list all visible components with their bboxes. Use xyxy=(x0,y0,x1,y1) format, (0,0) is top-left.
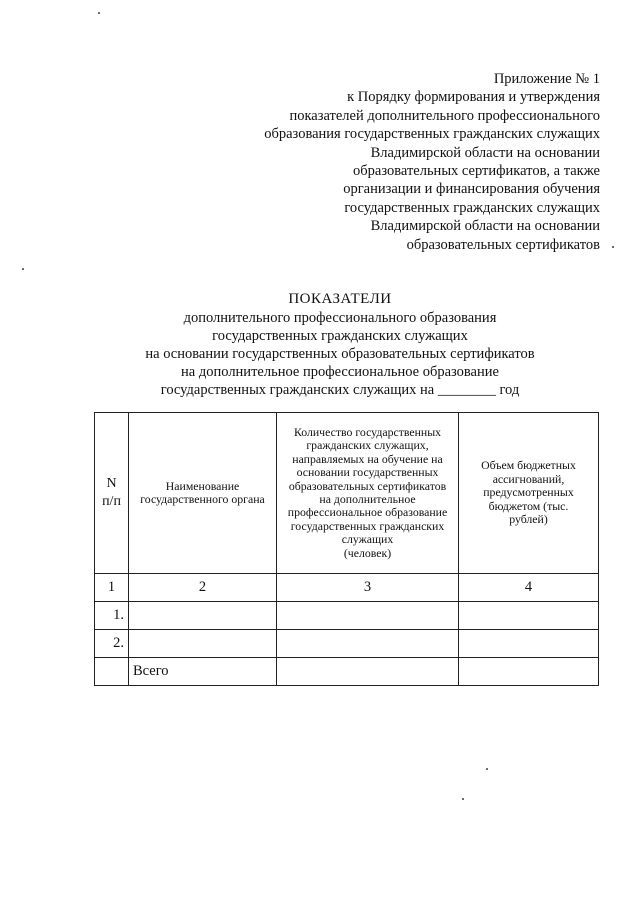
table-row xyxy=(95,630,599,658)
scan-speck xyxy=(98,12,100,14)
annex-line: государственных гражданских служащих xyxy=(344,199,600,216)
annex-line: показателей дополнительного профессионального xyxy=(289,107,600,124)
scan-speck xyxy=(462,798,464,800)
title-line: на основании государственных образовательных сертификатов xyxy=(145,346,535,362)
header-cell-count: Количество государственных гражданских служащих, направляемых на обучение на основании государственных образовательных сертификатов на дополнительное профессиональное образование государственных гражданских служащих (человек) xyxy=(277,413,459,574)
organ-name-cell xyxy=(129,630,277,658)
budget-cell xyxy=(459,602,599,630)
header-cell-budget: Объем бюджетных ассигнований, предусмотренных бюджетом (тыс. рублей) xyxy=(459,413,599,574)
count-cell xyxy=(277,658,459,686)
budget-cell xyxy=(459,630,599,658)
annex-line: Приложение № 1 xyxy=(493,71,600,87)
annex-line: образовательных сертификатов, а также xyxy=(353,163,600,180)
total-label-cell: Всего xyxy=(129,658,277,686)
annex-line: образовательных сертификатов xyxy=(406,236,600,253)
title-line: государственных гражданских служащих xyxy=(212,328,468,344)
row-index xyxy=(95,658,129,686)
count-cell xyxy=(277,630,459,658)
header-number-text: N п/п xyxy=(102,476,121,509)
document-title-block xyxy=(60,290,620,399)
annex-line: Владимирской области на основании xyxy=(370,144,600,161)
annex-block xyxy=(220,70,600,254)
scan-speck xyxy=(486,768,488,770)
annex-line: Владимирской области на основании xyxy=(370,218,600,235)
row-index: 1. xyxy=(95,602,129,630)
organ-name-cell xyxy=(129,602,277,630)
title-line: государственных гражданских служащих на ________ год xyxy=(160,382,520,398)
scan-speck xyxy=(22,268,24,270)
count-cell xyxy=(277,602,459,630)
title-line: дополнительного профессионального образования xyxy=(183,310,497,326)
column-number: 2 xyxy=(129,574,277,602)
budget-cell xyxy=(459,658,599,686)
table-header-row xyxy=(95,413,599,574)
scan-speck xyxy=(612,246,614,248)
column-number-row xyxy=(95,574,599,602)
annex-line: к Порядку формирования и утверждения xyxy=(347,89,600,106)
indicators-table xyxy=(94,412,599,686)
title-line: на дополнительное профессиональное образование xyxy=(181,364,499,380)
row-index: 2. xyxy=(95,630,129,658)
total-row xyxy=(95,658,599,686)
table-row xyxy=(95,602,599,630)
annex-line: образования государственных гражданских служащих xyxy=(264,126,600,143)
document-heading: ПОКАЗАТЕЛИ xyxy=(288,291,392,307)
column-number: 1 xyxy=(95,574,129,602)
header-cell-organ: Наименование государственного органа xyxy=(129,413,277,574)
column-number: 3 xyxy=(277,574,459,602)
header-cell-number xyxy=(95,413,129,574)
column-number: 4 xyxy=(459,574,599,602)
annex-line: организации и финансирования обучения xyxy=(343,181,600,198)
